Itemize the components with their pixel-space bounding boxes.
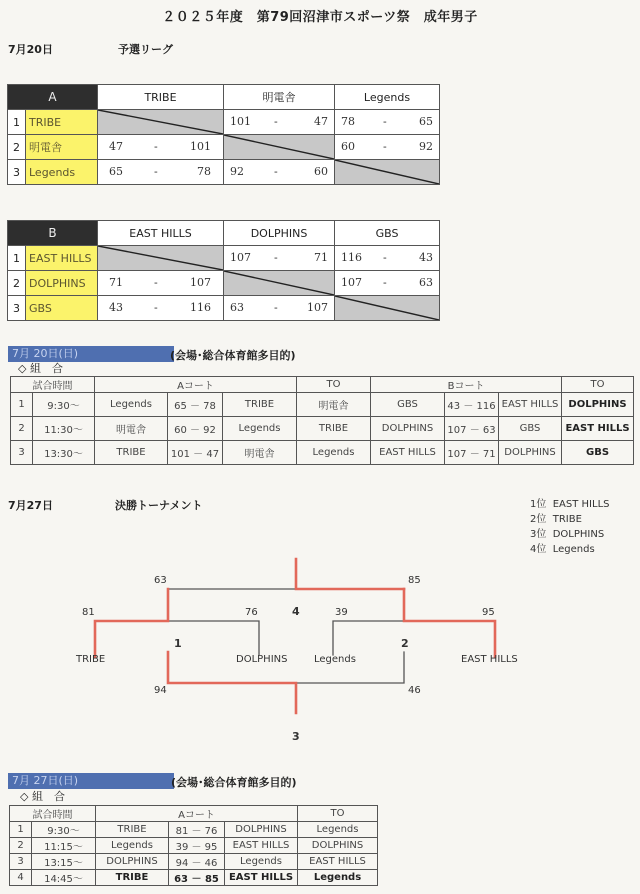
- header-to: TO: [298, 806, 378, 822]
- date-bar: 7月 27日(日): [8, 773, 174, 789]
- game-time: 11:15～: [32, 838, 96, 854]
- ranking-item: 1位 EAST HILLS: [530, 499, 610, 510]
- game-number-label: 4: [292, 605, 300, 618]
- table-row: [10, 870, 378, 886]
- game-number: 4: [10, 870, 32, 886]
- section-label: ◇ 組 合: [20, 790, 65, 803]
- score: 94 － 46: [169, 854, 225, 870]
- game-number-label: 1: [174, 637, 182, 650]
- score-label: 81: [82, 607, 95, 618]
- column-header: DOLPHINS: [224, 221, 335, 246]
- game-number-label: 2: [401, 637, 409, 650]
- score-cell: 63 - 107: [224, 296, 335, 321]
- prelim-date: 7月20日: [8, 43, 53, 56]
- away-team: TRIBE: [223, 393, 297, 417]
- team-name: GBS: [26, 296, 98, 321]
- score: 107 － 71: [445, 441, 499, 465]
- row-number: 1: [8, 246, 26, 271]
- score-cell: 92 - 60: [224, 160, 335, 185]
- row-number: 3: [8, 160, 26, 185]
- score: 107 － 63: [445, 417, 499, 441]
- table-officials: EAST HILLS: [562, 417, 634, 441]
- bracket-team-easthills: EAST HILLS: [461, 654, 518, 665]
- row-number: 2: [8, 135, 26, 160]
- away-team: Legends: [225, 854, 298, 870]
- score-label: 39: [335, 607, 348, 618]
- ranking-item: 2位 TRIBE: [530, 514, 582, 525]
- away-team: GBS: [499, 417, 562, 441]
- team-name: Legends: [26, 160, 98, 185]
- score-label: 76: [245, 607, 258, 618]
- game-time: 14:45～: [32, 870, 96, 886]
- row-number: 3: [8, 296, 26, 321]
- score-cell: 47 - 101: [98, 135, 224, 160]
- score-cell: 107 - 63: [335, 271, 440, 296]
- score-cell: 43 - 116: [98, 296, 224, 321]
- venue-label: (会場･総合体育館多目的): [171, 776, 297, 789]
- game-time: 13:15～: [32, 854, 96, 870]
- column-header: GBS: [335, 221, 440, 246]
- final-title: 決勝トーナメント: [115, 499, 203, 512]
- column-header: EAST HILLS: [98, 221, 224, 246]
- score: 101 － 47: [168, 441, 223, 465]
- score-label: 63: [154, 575, 167, 586]
- table-officials: GBS: [562, 441, 634, 465]
- row-number: 1: [8, 110, 26, 135]
- table-officials: 明電舎: [297, 393, 371, 417]
- game-number: 3: [11, 441, 33, 465]
- team-name: DOLPHINS: [26, 271, 98, 296]
- table-row: [10, 822, 378, 838]
- away-team: EAST HILLS: [225, 838, 298, 854]
- score: 39 － 95: [169, 838, 225, 854]
- score-label: 95: [482, 607, 495, 618]
- team-name: 明電舎: [26, 135, 98, 160]
- table-officials: Legends: [297, 441, 371, 465]
- table-row: [10, 854, 378, 870]
- away-team: EAST HILLS: [225, 870, 298, 886]
- page-title: ２０２５年度 第79回沼津市スポーツ祭 成年男子: [162, 10, 478, 25]
- away-team: DOLPHINS: [225, 822, 298, 838]
- header-a-court: Aコート: [96, 806, 298, 822]
- home-team: Legends: [95, 393, 168, 417]
- date-bar: 7月 20日(日): [8, 346, 174, 362]
- away-team: DOLPHINS: [499, 441, 562, 465]
- home-team: TRIBE: [95, 441, 168, 465]
- score: 81 － 76: [169, 822, 225, 838]
- game-time: 11:30～: [33, 417, 95, 441]
- bracket-team-legends: Legends: [314, 654, 356, 665]
- score-label: 46: [408, 685, 421, 696]
- home-team: TRIBE: [96, 822, 169, 838]
- score-cell: 101 - 47: [224, 110, 335, 135]
- score-cell: 71 - 107: [98, 271, 224, 296]
- table-officials: EAST HILLS: [298, 854, 378, 870]
- home-team: 明電舎: [95, 417, 168, 441]
- table-officials: DOLPHINS: [298, 838, 378, 854]
- row-number: 2: [8, 271, 26, 296]
- final-date: 7月27日: [8, 499, 53, 512]
- home-team: DOLPHINS: [96, 854, 169, 870]
- team-name: EAST HILLS: [26, 246, 98, 271]
- table-officials: DOLPHINS: [562, 393, 634, 417]
- game-time: 9:30～: [32, 822, 96, 838]
- home-team: TRIBE: [96, 870, 169, 886]
- group-label: A: [8, 85, 98, 110]
- home-team: EAST HILLS: [371, 441, 445, 465]
- team-name: TRIBE: [26, 110, 98, 135]
- schedule-table-2: [9, 805, 378, 886]
- header-a-court: Aコート: [95, 377, 297, 393]
- table-officials: Legends: [298, 870, 378, 886]
- score: 43 － 116: [445, 393, 499, 417]
- table-officials: TRIBE: [297, 417, 371, 441]
- away-team: Legends: [223, 417, 297, 441]
- game-time: 13:30～: [33, 441, 95, 465]
- game-number: 2: [10, 838, 32, 854]
- table-row: [10, 838, 378, 854]
- game-number: 2: [11, 417, 33, 441]
- section-label: ◇ 組 合: [18, 362, 63, 375]
- score-cell: 65 - 78: [98, 160, 224, 185]
- score: 65 － 78: [168, 393, 223, 417]
- home-team: GBS: [371, 393, 445, 417]
- header-time: 試合時間: [10, 806, 96, 822]
- column-header: Legends: [335, 85, 440, 110]
- home-team: Legends: [96, 838, 169, 854]
- group-label: B: [8, 221, 98, 246]
- column-header: 明電舎: [224, 85, 335, 110]
- score-cell: 107 - 71: [224, 246, 335, 271]
- game-number: 1: [10, 822, 32, 838]
- header-to: TO: [297, 377, 371, 393]
- game-number: 3: [10, 854, 32, 870]
- header-time: 試合時間: [11, 377, 95, 393]
- away-team: EAST HILLS: [499, 393, 562, 417]
- game-number: 1: [11, 393, 33, 417]
- game-time: 9:30～: [33, 393, 95, 417]
- score-cell: 78 - 65: [335, 110, 440, 135]
- header-b-court: Bコート: [371, 377, 562, 393]
- table-officials: Legends: [298, 822, 378, 838]
- venue-label: (会場･総合体育館多目的): [170, 349, 296, 362]
- score-cell: 116 - 43: [335, 246, 440, 271]
- bracket-team-dolphins: DOLPHINS: [236, 654, 288, 665]
- ranking-item: 4位 Legends: [530, 544, 595, 555]
- ranking-item: 3位 DOLPHINS: [530, 529, 605, 540]
- header-to: TO: [562, 377, 634, 393]
- score: 63 － 85: [169, 870, 225, 886]
- prelim-title: 予選リーグ: [118, 43, 173, 56]
- score-cell: 60 - 92: [335, 135, 440, 160]
- bracket-team-tribe: TRIBE: [76, 654, 106, 665]
- score-label: 94: [154, 685, 167, 696]
- score-label: 85: [408, 575, 421, 586]
- game-number-label: 3: [292, 730, 300, 743]
- column-header: TRIBE: [98, 85, 224, 110]
- away-team: 明電舎: [223, 441, 297, 465]
- score: 60 － 92: [168, 417, 223, 441]
- home-team: DOLPHINS: [371, 417, 445, 441]
